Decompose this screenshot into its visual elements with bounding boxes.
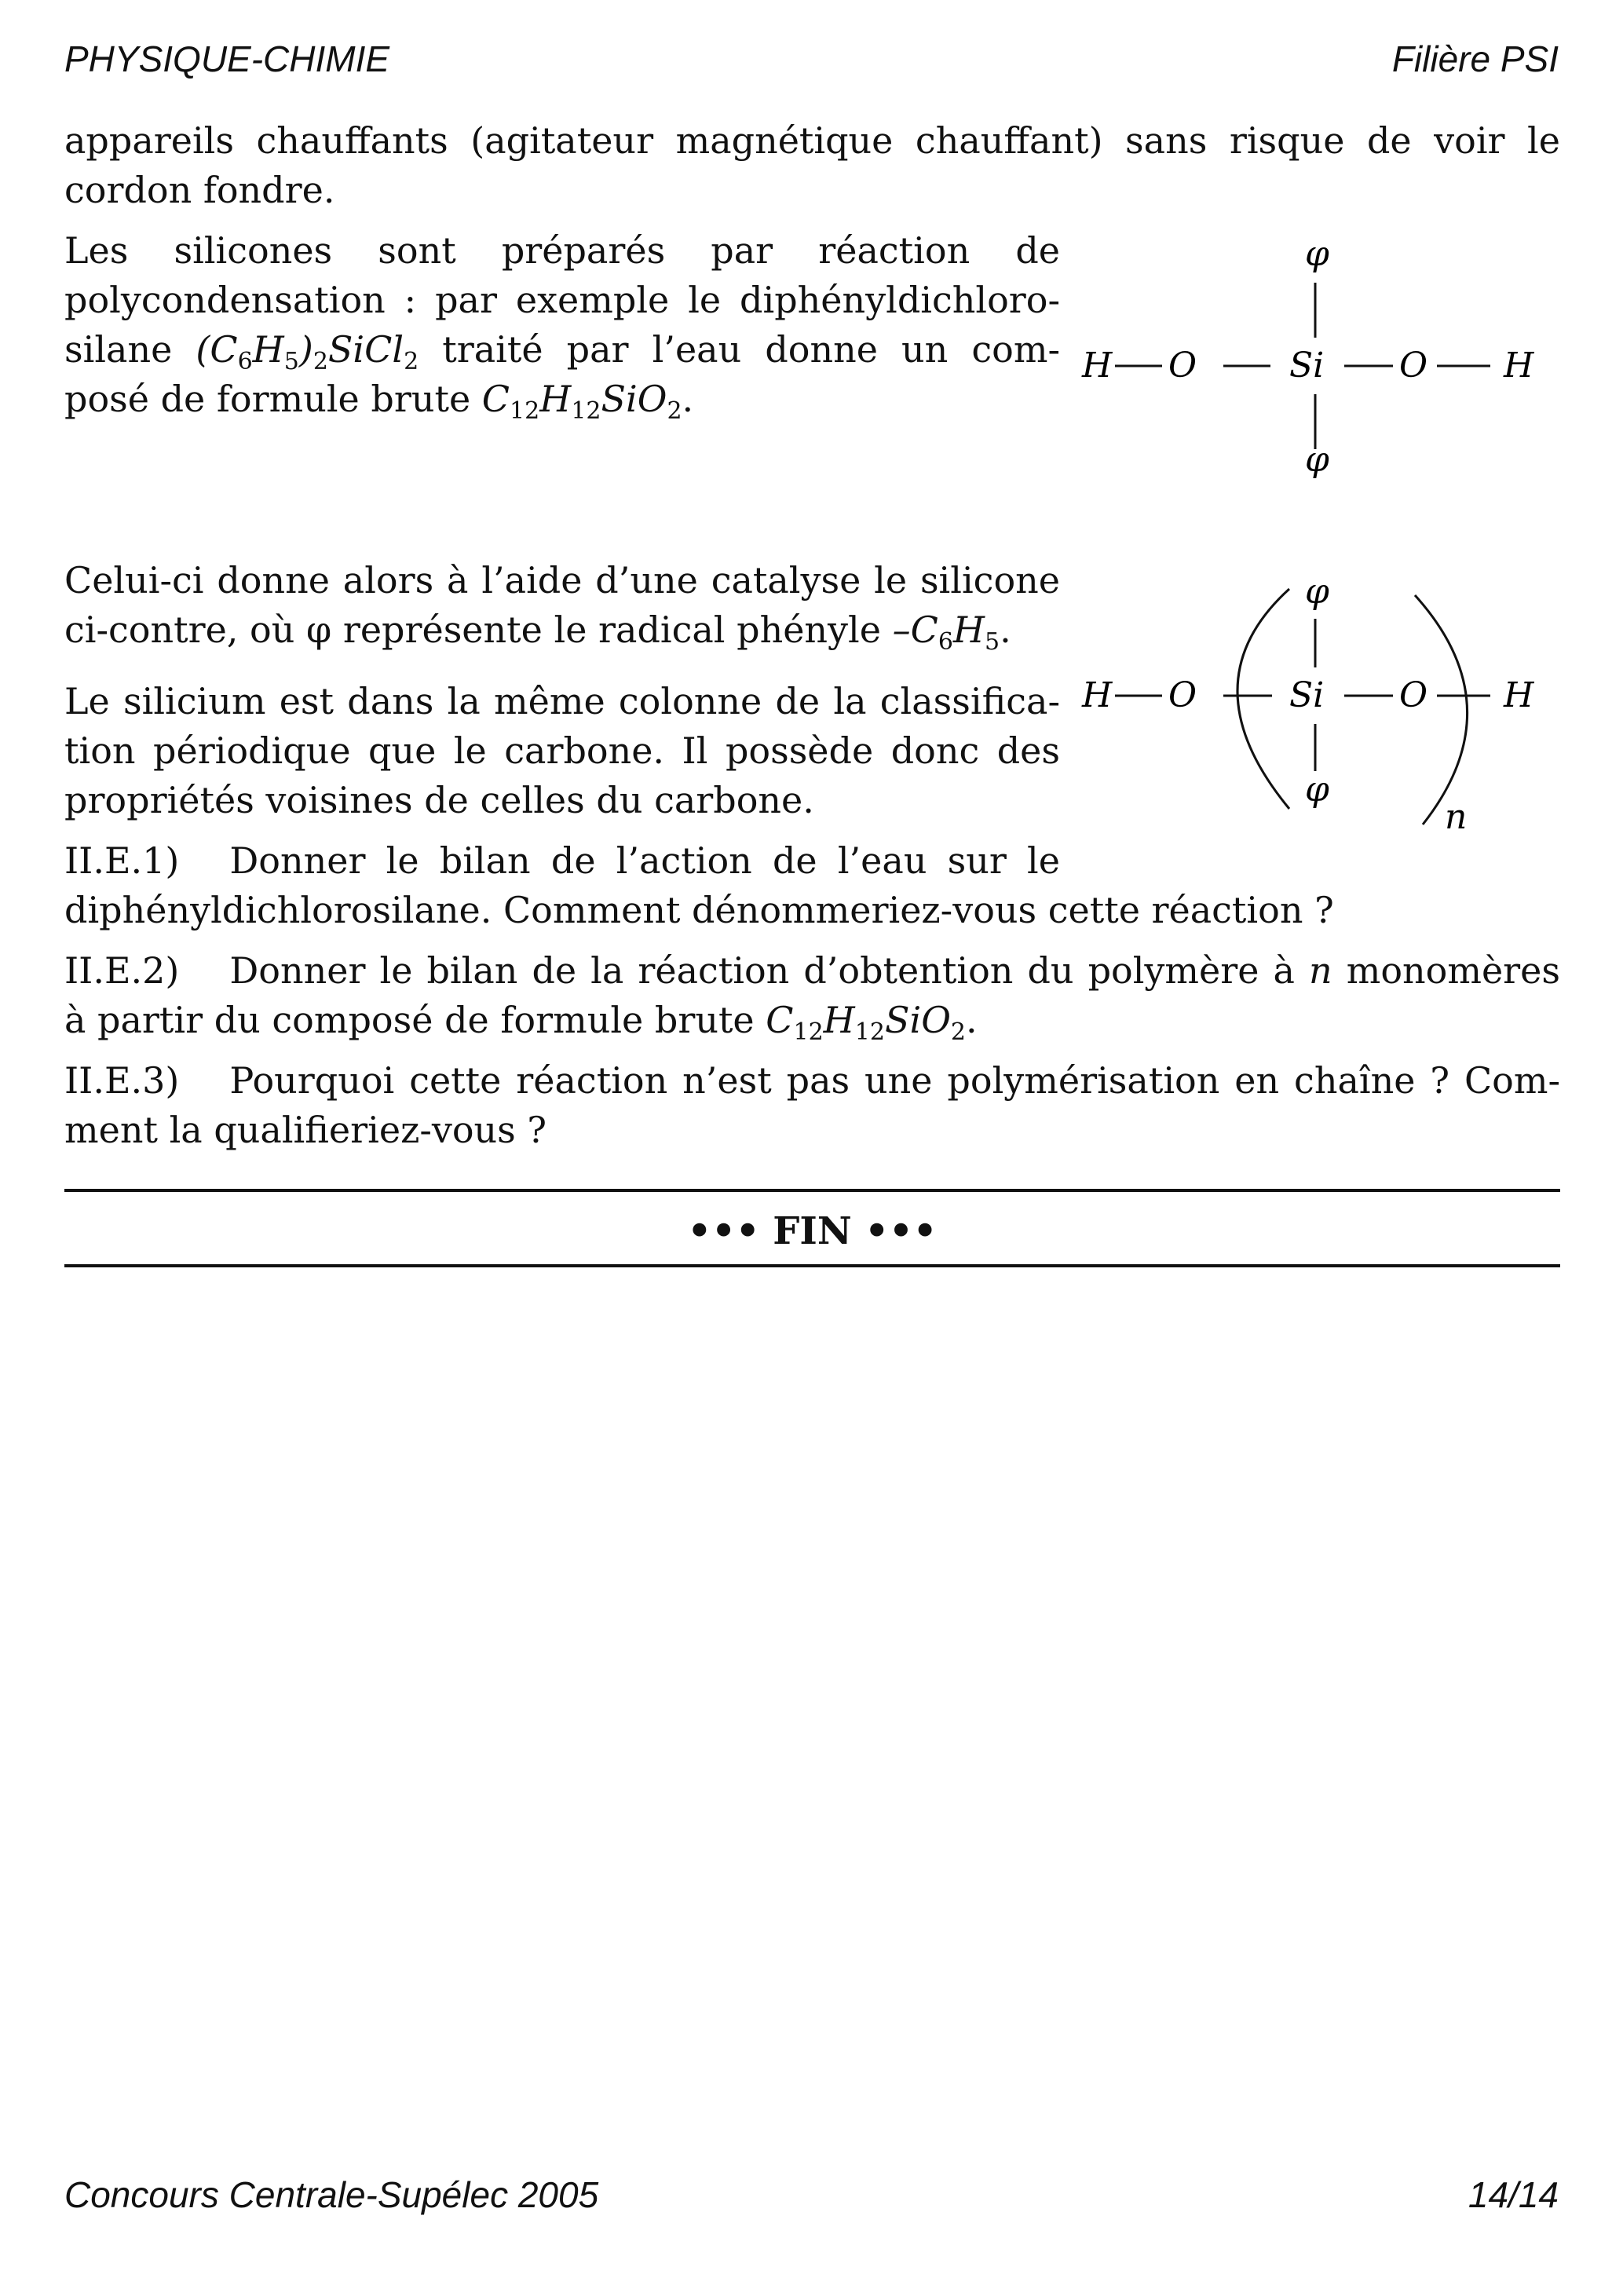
atom-o-left: O: [1168, 345, 1197, 386]
atom-o-right: O: [1399, 675, 1428, 715]
text-line: Les silicones sont préparés par réaction de: [64, 229, 1060, 272]
question-number: II.E.2): [64, 949, 180, 992]
text-segment: Donner le bilan de l’action de l’eau sur le: [229, 839, 1060, 882]
text-line: Celui-ci donne alors à l’aide d’une catalyse le silicone: [64, 559, 1060, 601]
text-segment: à partir du composé de formule brute: [64, 999, 766, 1041]
header-subject: PHYSIQUE-CHIMIE: [64, 38, 390, 79]
text-segment: Donner le bilan de la réaction d’obtention du polymère à: [229, 949, 1309, 992]
atom-o-left: O: [1168, 675, 1197, 715]
text-segment: Pourquoi cette réaction n’est pas une polymérisation en chaîne ? Com-: [229, 1059, 1560, 1102]
atom-phi-bottom: φ: [1305, 440, 1329, 480]
variable-n: n: [1309, 949, 1332, 992]
footer-contest: Concours Centrale-Supélec 2005: [64, 2174, 599, 2215]
atom-h-right: H: [1504, 345, 1534, 386]
fin-marker: ••• FIN •••: [687, 1209, 938, 1253]
text-line: [64, 605, 1060, 655]
text-line: propriétés voisines de celles du carbone.: [64, 779, 814, 821]
text-line: appareils chauffants (agitateur magnétique chauffant) sans risque de voir le: [64, 119, 1560, 162]
text-line: [64, 375, 1060, 424]
text-line: [64, 996, 1560, 1045]
question-number: II.E.1): [64, 839, 180, 882]
formula-part: H: [823, 999, 855, 1041]
formula-sub: 5: [283, 348, 299, 375]
atom-h-right: H: [1504, 675, 1534, 715]
text-segment: .: [966, 999, 978, 1041]
formula-sub: 12: [854, 1018, 885, 1046]
formula-part: SiCl: [327, 328, 404, 371]
text-segment: posé de formule brute: [64, 378, 482, 420]
fin-rule-bottom: [64, 1264, 1560, 1267]
fin-rule-top: [64, 1189, 1560, 1192]
atom-h-left: H: [1082, 345, 1113, 386]
text-segment: monomères: [1332, 949, 1560, 992]
atom-phi-bottom: φ: [1305, 770, 1329, 810]
atom-phi-top: φ: [1305, 234, 1329, 274]
formula-sub: 2: [404, 348, 419, 375]
text-line: [64, 1056, 1560, 1106]
footer-page-number: 14/14: [1468, 2174, 1559, 2215]
text-segment: ci-contre, où: [64, 609, 306, 651]
header-track: Filière PSI: [1391, 38, 1559, 79]
text-segment: .: [682, 378, 694, 420]
formula-part: SiO: [884, 999, 951, 1041]
diphenylsilanediol-structure: [1076, 228, 1563, 495]
phi-symbol: φ: [305, 609, 332, 651]
formula-sub: 6: [938, 628, 953, 656]
formula-part: SiO: [601, 378, 667, 420]
silicone-polymer-structure: [1076, 565, 1563, 848]
formula-sub: 2: [667, 397, 682, 425]
repeat-count-n: n: [1445, 797, 1468, 837]
formula-part: C: [481, 378, 510, 420]
atom-h-left: H: [1082, 675, 1113, 715]
text-segment: traité par l’eau donne un com-: [419, 328, 1060, 371]
formula-sub: 12: [510, 397, 540, 425]
text-line: tion périodique que le carbone. Il possède donc des: [64, 729, 1060, 772]
formula-sub: 12: [571, 397, 601, 425]
text-line: [64, 946, 1560, 996]
text-line: [64, 325, 1060, 375]
formula-part: ): [298, 328, 313, 371]
formula-sub: 6: [237, 348, 253, 375]
text-line: cordon fondre.: [64, 169, 335, 211]
text-line: ment la qualifieriez-vous ?: [64, 1109, 547, 1151]
formula-brute: [766, 999, 967, 1046]
formula-part: C: [766, 999, 794, 1041]
atom-si: Si: [1289, 345, 1325, 386]
formula-diphenyldichlorosilane: [196, 328, 419, 375]
text-segment: .: [1000, 609, 1011, 651]
atom-o-right: O: [1399, 345, 1428, 386]
formula-part: (C: [196, 328, 238, 371]
text-line: [64, 836, 1060, 886]
formula-part: H: [252, 328, 284, 371]
formula-phenyl-radical: [892, 609, 1000, 656]
formula-sub: 2: [313, 348, 328, 375]
formula-part: –C: [892, 609, 938, 651]
formula-sub: 12: [793, 1018, 824, 1046]
formula-part: H: [539, 378, 572, 420]
formula-sub: 5: [985, 628, 1000, 656]
text-segment: représente le radical phényle: [331, 609, 893, 651]
atom-si: Si: [1289, 675, 1325, 715]
formula-sub: 2: [950, 1018, 967, 1046]
atom-phi-top: φ: [1305, 572, 1329, 612]
text-line: polycondensation : par exemple le diphényldichloro-: [64, 279, 1060, 321]
text-segment: silane: [64, 328, 196, 371]
formula-part: H: [952, 609, 985, 651]
formula-brute: [481, 378, 682, 425]
bracket-left: [1237, 589, 1289, 809]
text-line: Le silicium est dans la même colonne de la classifica-: [64, 680, 1060, 722]
text-line: diphényldichlorosilane. Comment dénommeriez-vous cette réaction ?: [64, 889, 1334, 931]
question-number: II.E.3): [64, 1059, 180, 1102]
